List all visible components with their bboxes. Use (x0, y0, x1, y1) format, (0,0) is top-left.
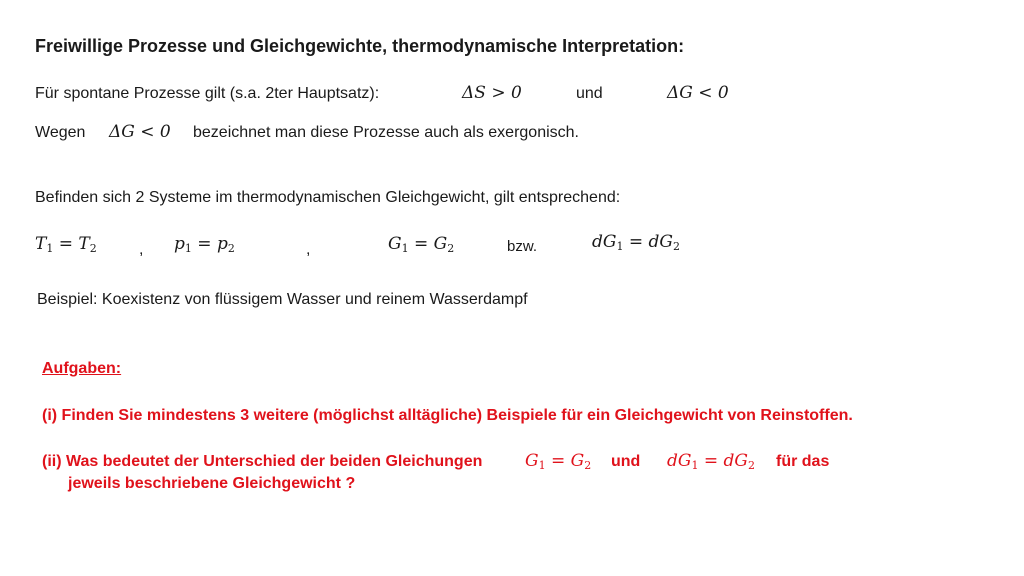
formula-task-g-equal: $G_1 = G_2$ (525, 451, 592, 472)
spontaneous-text: Für spontane Prozesse gilt (s.a. 2ter Hauptsatz): (35, 85, 380, 102)
task-2-and: und (611, 453, 641, 470)
formula-delta-s: ΔS > 0 (462, 83, 522, 103)
formula-g-equal: $G_1 = G_2$ (388, 234, 455, 255)
exergonic-prefix: Wegen (35, 124, 86, 141)
task-1: (i) Finden Sie mindestens 3 weitere (möglichst alltägliche) Beispiele für ein Gleichgewicht von Reinstoffen. (42, 407, 853, 424)
page-title: Freiwillige Prozesse und Gleichgewichte, thermodynamische Interpretation: (35, 36, 685, 56)
equilibrium-text: Befinden sich 2 Systeme im thermodynamischen Gleichgewicht, gilt entsprechend: (35, 189, 621, 206)
comma-1: , (139, 241, 144, 258)
formula-t-equal: $T_1 = T_2$ (35, 234, 97, 255)
task-2-line2: jeweils beschriebene Gleichgewicht ? (68, 475, 356, 492)
formula-task-dg-equal: $dG_1 = dG_2$ (667, 451, 755, 472)
bzw-text: bzw. (507, 238, 538, 255)
task-2-suffix: für das (776, 453, 830, 470)
formula-dg-equal: $dG_1 = dG_2$ (592, 232, 680, 253)
exergonic-text: bezeichnet man diese Prozesse auch als exergonisch. (193, 124, 579, 141)
formula-delta-g: ΔG < 0 (667, 83, 729, 103)
example-text: Beispiel: Koexistenz von flüssigem Wasser und reinem Wasserdampf (37, 291, 528, 308)
formula-delta-g-2: ΔG < 0 (109, 122, 171, 142)
comma-2: , (306, 241, 311, 258)
task-2-prefix: (ii) Was bedeutet der Unterschied der beiden Gleichungen (42, 453, 483, 470)
spontaneous-and: und (576, 85, 603, 102)
tasks-heading: Aufgaben: (42, 360, 122, 377)
formula-p-equal: $p_1 = p_2$ (174, 234, 235, 255)
